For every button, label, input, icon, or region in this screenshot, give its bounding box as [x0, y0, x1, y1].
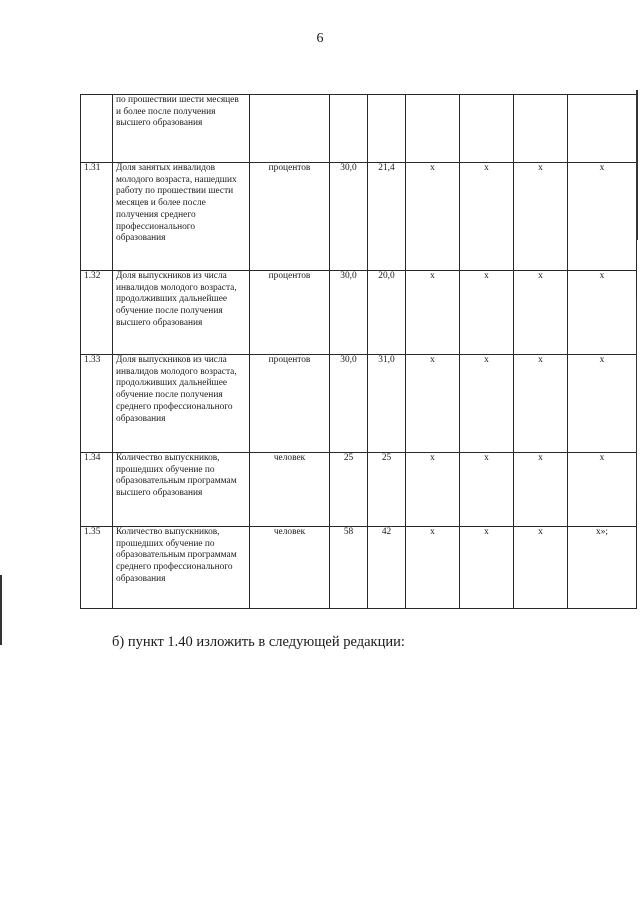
- value-2: 25: [368, 453, 406, 527]
- table-row: [81, 95, 637, 163]
- value-2: 20,0: [368, 271, 406, 355]
- x-cell-3: x: [514, 453, 568, 527]
- x-cell-4: x: [568, 271, 637, 355]
- scan-edge-mark: [636, 300, 637, 500]
- x-cell-4: [568, 95, 637, 163]
- x-cell-1: x: [406, 453, 460, 527]
- table-row: [81, 453, 637, 527]
- value-1: 58: [330, 527, 368, 609]
- row-number: 1.33: [81, 355, 113, 453]
- scan-edge-mark: [0, 575, 2, 645]
- x-cell-2: x: [460, 355, 514, 453]
- row-number: 1.32: [81, 271, 113, 355]
- value-1: 30,0: [330, 271, 368, 355]
- x-cell-2: x: [460, 527, 514, 609]
- x-cell-1: x: [406, 355, 460, 453]
- value-2: 21,4: [368, 163, 406, 271]
- unit-cell: человек: [250, 527, 330, 609]
- x-cell-1: x: [406, 527, 460, 609]
- x-cell-3: [514, 95, 568, 163]
- table-row: [81, 163, 637, 271]
- table-row: [81, 355, 637, 453]
- value-2: 31,0: [368, 355, 406, 453]
- x-cell-2: x: [460, 163, 514, 271]
- row-number: [81, 95, 113, 163]
- unit-cell: [250, 95, 330, 163]
- scan-edge-mark: [636, 90, 638, 240]
- table-row: [81, 527, 637, 609]
- unit-cell: процентов: [250, 163, 330, 271]
- value-1: 30,0: [330, 355, 368, 453]
- value-2: 42: [368, 527, 406, 609]
- x-cell-2: [460, 95, 514, 163]
- indicator-name: Доля занятых инвалидов молодого возраста, нашедших работу по прошествии шести месяцев и более после получения среднего профессионального образования: [113, 163, 250, 271]
- unit-cell: человек: [250, 453, 330, 527]
- indicators-table: [80, 94, 637, 609]
- x-cell-3: x: [514, 271, 568, 355]
- x-cell-4: x: [568, 355, 637, 453]
- value-2: [368, 95, 406, 163]
- indicator-name: Количество выпускников, прошедших обучение по образовательным программам высшего образования: [113, 453, 250, 527]
- value-1: 30,0: [330, 163, 368, 271]
- value-1: [330, 95, 368, 163]
- x-cell-4: x: [568, 163, 637, 271]
- x-cell-2: x: [460, 271, 514, 355]
- indicator-name: Доля выпускников из числа инвалидов молодого возраста, продолживших дальнейшее обучение после получения высшего образования: [113, 271, 250, 355]
- row-number: 1.34: [81, 453, 113, 527]
- x-cell-1: x: [406, 271, 460, 355]
- row-number: 1.31: [81, 163, 113, 271]
- x-cell-3: x: [514, 355, 568, 453]
- amendment-instruction: б) пункт 1.40 изложить в следующей редакции:: [112, 634, 405, 650]
- x-cell-2: x: [460, 453, 514, 527]
- value-1: 25: [330, 453, 368, 527]
- x-cell-4: x: [568, 453, 637, 527]
- x-cell-1: [406, 95, 460, 163]
- page-number: 6: [316, 31, 324, 46]
- indicator-name: Доля выпускников из числа инвалидов молодого возраста, продолживших дальнейшее обучение после получения среднего профессионального образования: [113, 355, 250, 453]
- x-cell-3: x: [514, 163, 568, 271]
- x-cell-1: x: [406, 163, 460, 271]
- x-cell-4: x»;: [568, 527, 637, 609]
- x-cell-3: x: [514, 527, 568, 609]
- row-number: 1.35: [81, 527, 113, 609]
- table-row: [81, 271, 637, 355]
- unit-cell: процентов: [250, 355, 330, 453]
- unit-cell: процентов: [250, 271, 330, 355]
- indicator-name: Количество выпускников, прошедших обучение по образовательным программам среднего профессионального образования: [113, 527, 250, 609]
- indicator-name: по прошествии шести месяцев и более после получения высшего образования: [113, 95, 250, 163]
